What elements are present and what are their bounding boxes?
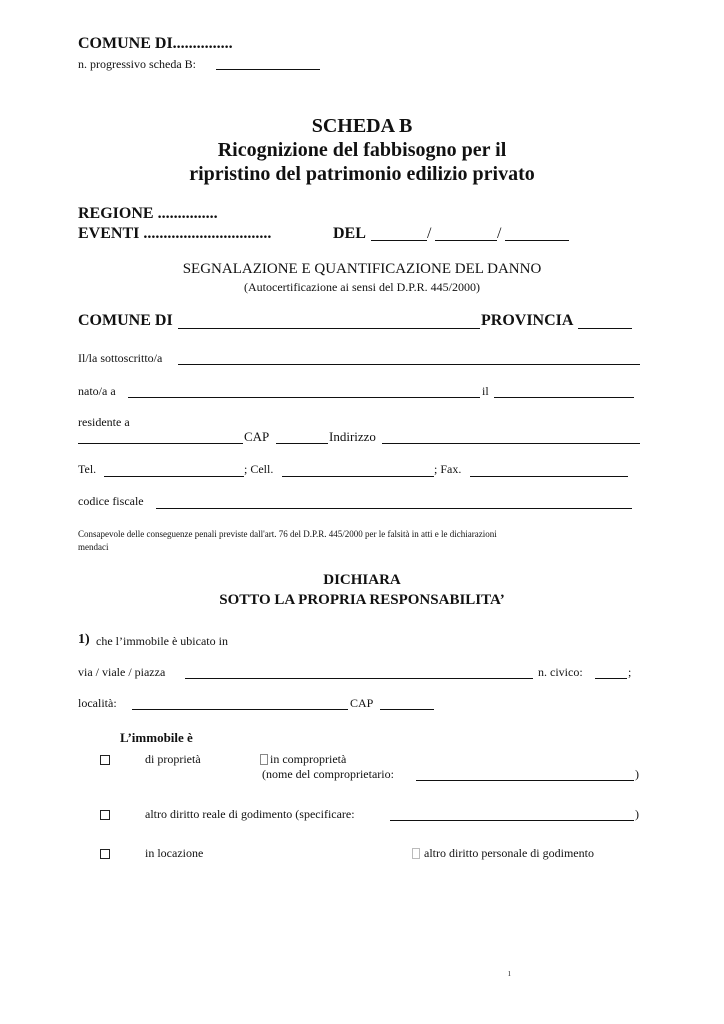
comproprieta-checkbox[interactable]	[260, 754, 268, 765]
via-field[interactable]	[185, 678, 533, 679]
altro-personale-checkbox[interactable]	[412, 848, 420, 859]
altro-reale-label: altro diritto reale di godimento (specificare:	[145, 807, 355, 821]
progressivo-label: n. progressivo scheda B:	[78, 57, 196, 71]
responsabilita-heading: SOTTO LA PROPRIA RESPONSABILITA’	[219, 592, 505, 608]
del-day-field[interactable]	[371, 240, 427, 241]
localita-field[interactable]	[132, 709, 348, 710]
nato-field[interactable]	[128, 397, 480, 398]
fax-label: ; Fax.	[434, 462, 462, 476]
immobile-heading: L’immobile è	[120, 730, 193, 745]
comproprietario-field[interactable]	[416, 780, 634, 781]
residente-label: residente a	[78, 415, 130, 429]
indirizzo-label: Indirizzo	[329, 429, 376, 444]
segnalazione-subtitle: (Autocertificazione ai sensi del D.P.R. 445/2000)	[244, 280, 480, 294]
comproprietario-label: (nome del comproprietario:	[262, 767, 394, 781]
altro-reale-checkbox[interactable]	[100, 810, 110, 820]
civico-semicolon: ;	[628, 665, 632, 679]
date-slash-1: /	[427, 225, 432, 242]
ubicato-label: che l’immobile è ubicato in	[96, 634, 228, 648]
tel-field[interactable]	[104, 476, 244, 477]
comune-header: COMUNE DI...............	[78, 35, 233, 52]
residenza-cap-field[interactable]	[276, 443, 328, 444]
title-scheda: SCHEDA B	[311, 115, 413, 137]
regione-label: REGIONE ...............	[78, 205, 218, 222]
comune-field[interactable]	[178, 328, 480, 329]
provincia-label: PROVINCIA	[481, 312, 574, 329]
dichiara-heading: DICHIARA	[323, 572, 401, 588]
civico-field[interactable]	[595, 678, 627, 679]
progressivo-field[interactable]	[216, 69, 320, 70]
altro-personale-label: altro diritto personale di godimento	[424, 846, 594, 860]
data-nascita-field[interactable]	[494, 397, 634, 398]
del-month-field[interactable]	[435, 240, 497, 241]
segnalazione-title: SEGNALAZIONE E QUANTIFICAZIONE DEL DANNO	[182, 261, 542, 277]
residente-field[interactable]	[78, 443, 243, 444]
locazione-checkbox[interactable]	[100, 849, 110, 859]
altro-reale-close: )	[635, 807, 639, 821]
tel-label: Tel.	[78, 462, 97, 476]
page-mark: ı	[508, 968, 511, 979]
section-number: 1)	[78, 632, 90, 647]
sottoscritto-field[interactable]	[178, 364, 640, 365]
fax-field[interactable]	[470, 476, 628, 477]
il-label: il	[482, 384, 489, 398]
consapevole-line-1: Consapevole delle conseguenze penali previste dall'art. 76 del D.P.R. 445/2000 per le falsità in atti e le dichiarazioni	[78, 529, 497, 539]
comproprieta-label: in comproprietà	[270, 752, 347, 766]
del-year-field[interactable]	[505, 240, 569, 241]
provincia-field[interactable]	[578, 328, 632, 329]
title-line-2: Ricognizione del fabbisogno per il	[217, 139, 507, 161]
localita-cap-label: CAP	[350, 696, 374, 710]
nato-label: nato/a a	[78, 384, 116, 398]
altro-reale-field[interactable]	[390, 820, 634, 821]
locazione-label: in locazione	[145, 846, 204, 860]
del-label: DEL	[333, 225, 366, 242]
date-slash-2: /	[497, 225, 502, 242]
codice-fiscale-label: codice fiscale	[78, 494, 144, 508]
via-label: via / viale / piazza	[78, 665, 166, 679]
comproprietario-close: )	[635, 767, 639, 781]
proprieta-checkbox[interactable]	[100, 755, 110, 765]
cell-label: ; Cell.	[244, 462, 274, 476]
title-line-3: ripristino del patrimonio edilizio privato	[189, 163, 535, 185]
cell-field[interactable]	[282, 476, 434, 477]
sottoscritto-label: Il/la sottoscritto/a	[78, 351, 163, 365]
localita-cap-field[interactable]	[380, 709, 434, 710]
proprieta-label: di proprietà	[145, 752, 201, 766]
eventi-label: EVENTI ................................	[78, 225, 272, 242]
consapevole-line-2: mendaci	[78, 542, 109, 552]
civico-label: n. civico:	[538, 665, 583, 679]
comune-di-label: COMUNE DI	[78, 312, 173, 329]
cap-label: CAP	[244, 429, 270, 444]
localita-label: località:	[78, 696, 117, 710]
indirizzo-field[interactable]	[382, 443, 640, 444]
codice-fiscale-field[interactable]	[156, 508, 632, 509]
